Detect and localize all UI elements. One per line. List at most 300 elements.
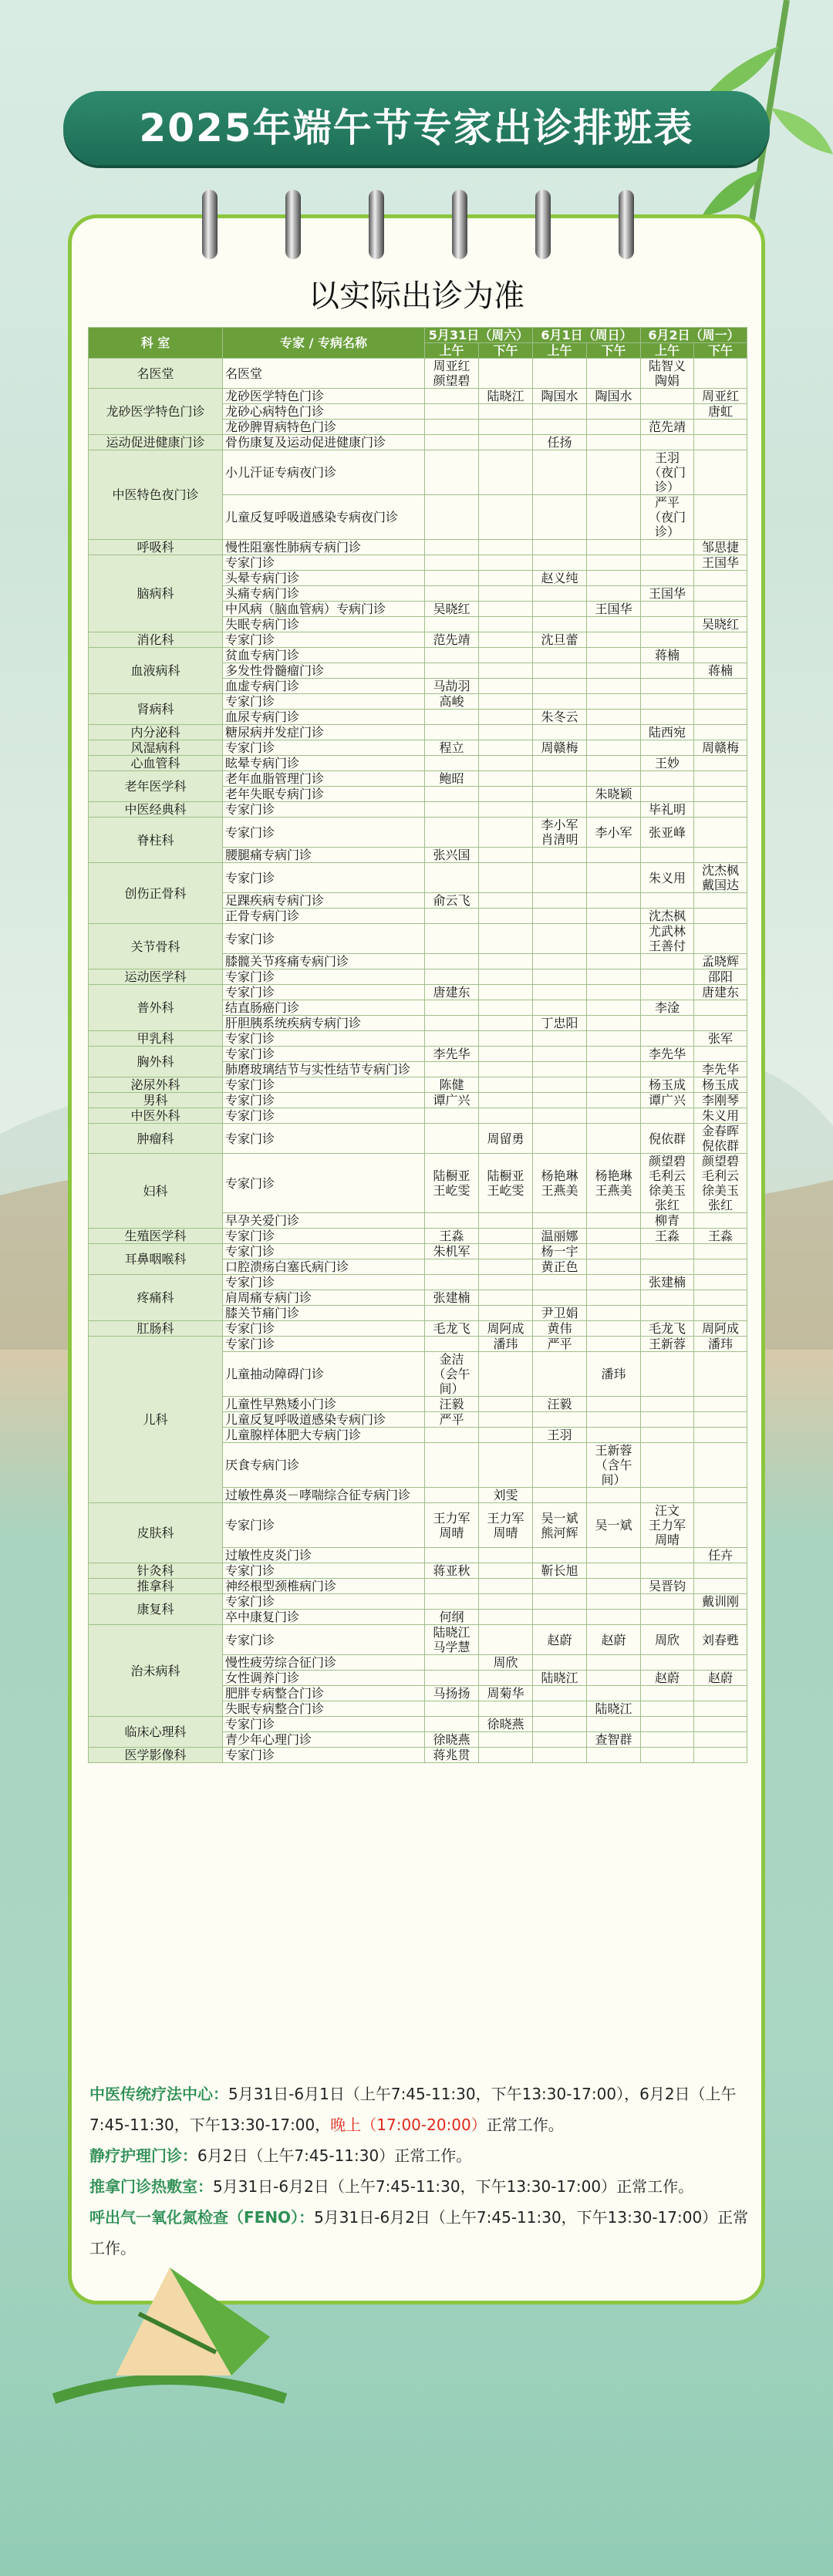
slot-cell: [533, 802, 587, 818]
slot-cell: 毛龙飞: [425, 1321, 479, 1337]
dept-cell: 运动医学科: [89, 969, 223, 985]
slot-cell: [479, 954, 533, 969]
dept-cell: 内分泌科: [89, 725, 223, 740]
slot-cell: 李小军 肖清明: [533, 818, 587, 848]
note-line: [89, 2171, 754, 2202]
slot-cell: [641, 1428, 694, 1443]
slot-cell: [425, 1428, 479, 1443]
slot-cell: [641, 787, 694, 802]
dept-cell: 普外科: [89, 985, 223, 1031]
slot-cell: [479, 555, 533, 571]
dept-cell: 医学影像科: [89, 1748, 223, 1763]
slot-cell: 李小军: [587, 818, 641, 848]
slot-cell: [425, 1701, 479, 1717]
dept-cell: 治未病科: [89, 1625, 223, 1717]
header-slot: 下午: [479, 343, 533, 359]
slot-cell: [587, 1548, 641, 1563]
slot-cell: [587, 694, 641, 710]
expert-cell: 膝髋关节疼痛专病门诊: [223, 954, 425, 969]
slot-cell: [533, 1031, 587, 1047]
slot-cell: 查智群: [587, 1732, 641, 1748]
slot-cell: [587, 404, 641, 420]
slot-cell: 王淼: [425, 1229, 479, 1244]
slot-cell: 赵蔚: [694, 1671, 747, 1686]
slot-cell: [587, 571, 641, 586]
slot-cell: [587, 1016, 641, 1031]
dept-cell: 心血管科: [89, 756, 223, 771]
slot-cell: [425, 1108, 479, 1124]
slot-cell: [641, 1290, 694, 1306]
slot-cell: [694, 1428, 747, 1443]
expert-cell: 骨伤康复及运动促进健康门诊: [223, 435, 425, 450]
slot-cell: [587, 1047, 641, 1062]
expert-cell: 女性调养门诊: [223, 1671, 425, 1686]
expert-cell: 专家门诊: [223, 1275, 425, 1290]
slot-cell: 汪文 王力军 周晴: [641, 1503, 694, 1548]
table-row: [89, 1717, 747, 1732]
slot-cell: [425, 495, 479, 540]
slot-cell: [587, 1000, 641, 1016]
slot-cell: 陆智义 陶娟: [641, 359, 694, 389]
table-row: [89, 725, 747, 740]
slot-cell: [641, 663, 694, 679]
slot-cell: 陆晓江: [533, 1671, 587, 1686]
slot-cell: [479, 1290, 533, 1306]
slot-cell: [641, 1701, 694, 1717]
slot-cell: [694, 435, 747, 450]
binder-ring: [535, 190, 551, 259]
slot-cell: [694, 571, 747, 586]
slot-cell: [641, 954, 694, 969]
dept-cell: 肾病科: [89, 694, 223, 725]
slot-cell: [479, 1594, 533, 1610]
header-dept: 科 室: [89, 328, 223, 359]
table-row: [89, 818, 747, 848]
slot-cell: [694, 909, 747, 924]
slot-cell: [425, 420, 479, 435]
expert-cell: 多发性骨髓瘤门诊: [223, 663, 425, 679]
slot-cell: 周留勇: [479, 1124, 533, 1154]
slot-cell: [587, 1397, 641, 1412]
slot-cell: 温丽娜: [533, 1229, 587, 1244]
expert-cell: 龙砂脾胃病特色门诊: [223, 420, 425, 435]
slot-cell: [587, 1306, 641, 1321]
slot-cell: [479, 404, 533, 420]
slot-cell: 陆橱亚 王屹雯: [425, 1154, 479, 1213]
slot-cell: [533, 1732, 587, 1748]
slot-cell: 朱机军: [425, 1244, 479, 1259]
slot-cell: [479, 1701, 533, 1717]
slot-cell: [641, 389, 694, 404]
slot-cell: [479, 1579, 533, 1594]
slot-cell: 王新蓉: [641, 1337, 694, 1352]
slot-cell: [533, 1124, 587, 1154]
expert-cell: 专家门诊: [223, 985, 425, 1000]
note-key: 静疗护理门诊：: [89, 2146, 197, 2165]
slot-cell: [587, 648, 641, 663]
expert-cell: 眩晕专病门诊: [223, 756, 425, 771]
slot-cell: 孟晓辉: [694, 954, 747, 969]
slot-cell: [533, 787, 587, 802]
slot-cell: [479, 1016, 533, 1031]
slot-cell: 赵蔚: [533, 1625, 587, 1655]
expert-cell: 过敏性皮炎门诊: [223, 1548, 425, 1563]
slot-cell: [533, 1352, 587, 1397]
slot-cell: [425, 555, 479, 571]
slot-cell: [587, 985, 641, 1000]
slot-cell: [533, 909, 587, 924]
slot-cell: [479, 571, 533, 586]
table-row: [89, 648, 747, 663]
slot-cell: [425, 389, 479, 404]
slot-cell: 程立: [425, 740, 479, 756]
slot-cell: [694, 359, 747, 389]
dept-cell: 胸外科: [89, 1047, 223, 1077]
slot-cell: [641, 771, 694, 787]
expert-cell: 专家门诊: [223, 1229, 425, 1244]
slot-cell: 张建楠: [641, 1275, 694, 1290]
slot-cell: [479, 1062, 533, 1077]
slot-cell: [587, 771, 641, 787]
slot-cell: [425, 404, 479, 420]
slot-cell: [641, 540, 694, 555]
slot-cell: [694, 602, 747, 617]
slot-cell: [587, 540, 641, 555]
binder-ring: [452, 190, 467, 259]
slot-cell: 俞云飞: [425, 893, 479, 909]
slot-cell: 赵蔚: [587, 1625, 641, 1655]
slot-cell: [533, 771, 587, 787]
slot-cell: [694, 648, 747, 663]
header-day: 6月1日（周日）: [533, 328, 641, 343]
slot-cell: 任扬: [533, 435, 587, 450]
table-row: [89, 1124, 747, 1154]
slot-cell: [425, 1124, 479, 1154]
slot-cell: 李先华: [641, 1047, 694, 1062]
dept-cell: 耳鼻咽喉科: [89, 1244, 223, 1275]
slot-cell: 杨艳琳 王燕美: [533, 1154, 587, 1213]
table-row: [89, 694, 747, 710]
slot-cell: 刘雯: [479, 1488, 533, 1503]
slot-cell: 陆晓江 马学慧: [425, 1625, 479, 1655]
slot-cell: 周阿成: [694, 1321, 747, 1337]
slot-cell: [479, 710, 533, 725]
slot-cell: [641, 1031, 694, 1047]
slot-cell: [533, 1655, 587, 1671]
slot-cell: [641, 404, 694, 420]
slot-cell: 金洁（会午间）: [425, 1352, 479, 1397]
table-row: [89, 435, 747, 450]
slot-cell: [587, 1686, 641, 1701]
slot-cell: [694, 694, 747, 710]
slot-cell: [694, 893, 747, 909]
slot-cell: [587, 710, 641, 725]
slot-cell: [641, 1548, 694, 1563]
expert-cell: 儿童反复呼吸道感染专病门诊: [223, 1412, 425, 1428]
slot-cell: [694, 679, 747, 694]
slot-cell: 沈杰枫: [641, 909, 694, 924]
slot-cell: 张兴国: [425, 848, 479, 863]
slot-cell: [587, 756, 641, 771]
slot-cell: [694, 1701, 747, 1717]
slot-cell: 陈健: [425, 1077, 479, 1093]
expert-cell: 口腔溃疡白塞氏病门诊: [223, 1259, 425, 1275]
dept-cell: 临床心理科: [89, 1717, 223, 1748]
expert-cell: 专家门诊: [223, 1563, 425, 1579]
slot-cell: 周赣梅: [694, 740, 747, 756]
dept-cell: 老年医学科: [89, 771, 223, 802]
slot-cell: [533, 756, 587, 771]
slot-cell: [533, 1686, 587, 1701]
slot-cell: [479, 1259, 533, 1275]
slot-cell: 范先靖: [425, 632, 479, 648]
slot-cell: [425, 725, 479, 740]
slot-cell: [587, 954, 641, 969]
table-row: [89, 1748, 747, 1763]
slot-cell: 王淼: [694, 1229, 747, 1244]
dept-cell: 生殖医学科: [89, 1229, 223, 1244]
slot-cell: [641, 1610, 694, 1625]
slot-cell: [533, 1062, 587, 1077]
slot-cell: [425, 540, 479, 555]
slot-cell: [479, 818, 533, 848]
slot-cell: 刘春甦: [694, 1625, 747, 1655]
slot-cell: [479, 1000, 533, 1016]
slot-cell: [533, 617, 587, 632]
expert-cell: 专家门诊: [223, 1321, 425, 1337]
slot-cell: [533, 969, 587, 985]
expert-cell: 血虚专病门诊: [223, 679, 425, 694]
slot-cell: 唐建东: [694, 985, 747, 1000]
header-slot: 下午: [694, 343, 747, 359]
table-row: [89, 389, 747, 404]
slot-cell: [425, 1062, 479, 1077]
slot-cell: [533, 420, 587, 435]
expert-cell: 正骨专病门诊: [223, 909, 425, 924]
slot-cell: [587, 1108, 641, 1124]
slot-cell: [641, 893, 694, 909]
slot-cell: [425, 617, 479, 632]
slot-cell: [425, 756, 479, 771]
slot-cell: [587, 1748, 641, 1763]
expert-cell: 专家门诊: [223, 1031, 425, 1047]
slot-cell: [533, 450, 587, 495]
slot-cell: [479, 1671, 533, 1686]
binder-ring: [202, 190, 218, 259]
slot-cell: [694, 924, 747, 954]
note-key: 中医传统疗法中心：: [89, 2085, 228, 2103]
slot-cell: [425, 1579, 479, 1594]
slot-cell: 陆晓江: [479, 389, 533, 404]
slot-cell: [479, 420, 533, 435]
note-key: 呼出气一氧化氮检查（FENO）：: [89, 2208, 315, 2227]
slot-cell: 陆西宛: [641, 725, 694, 740]
binder-ring: [619, 190, 634, 259]
slot-cell: [479, 617, 533, 632]
slot-cell: 陶国水: [533, 389, 587, 404]
slot-cell: [694, 1016, 747, 1031]
slot-cell: 周赣梅: [533, 740, 587, 756]
expert-cell: 失眠专病整合门诊: [223, 1701, 425, 1717]
slot-cell: 陆晓江: [587, 1701, 641, 1717]
slot-cell: 王国华: [587, 602, 641, 617]
slot-cell: [479, 1397, 533, 1412]
note-line: [89, 2079, 754, 2140]
expert-cell: 专家门诊: [223, 969, 425, 985]
slot-cell: [425, 663, 479, 679]
slot-cell: 柳青: [641, 1213, 694, 1229]
expert-cell: 儿童性早熟矮小门诊: [223, 1397, 425, 1412]
slot-cell: [587, 420, 641, 435]
slot-cell: 沈旦蕾: [533, 632, 587, 648]
slot-cell: 邹思捷: [694, 540, 747, 555]
expert-cell: 专家门诊: [223, 1748, 425, 1763]
slot-cell: [425, 1443, 479, 1488]
expert-cell: 过敏性鼻炎－哮喘综合征专病门诊: [223, 1488, 425, 1503]
slot-cell: [425, 1306, 479, 1321]
slot-cell: 蒋楠: [694, 663, 747, 679]
header-day: 6月2日（周一）: [641, 328, 747, 343]
expert-cell: 膝关节痛门诊: [223, 1306, 425, 1321]
slot-cell: [694, 1503, 747, 1548]
slot-cell: 马扬扬: [425, 1686, 479, 1701]
slot-cell: [425, 954, 479, 969]
slot-cell: [479, 1443, 533, 1488]
table-row: [89, 863, 747, 893]
slot-cell: [425, 1488, 479, 1503]
slot-cell: [533, 1488, 587, 1503]
slot-cell: [479, 863, 533, 893]
dept-cell: 运动促进健康门诊: [89, 435, 223, 450]
slot-cell: [479, 1548, 533, 1563]
expert-cell: 肩周痛专病门诊: [223, 1290, 425, 1306]
table-row: [89, 1047, 747, 1062]
slot-cell: 朱冬云: [533, 710, 587, 725]
slot-cell: 朱晓颖: [587, 787, 641, 802]
slot-cell: [479, 1428, 533, 1443]
slot-cell: [587, 1077, 641, 1093]
slot-cell: [694, 1443, 747, 1488]
slot-cell: 张亚峰: [641, 818, 694, 848]
slot-cell: [479, 848, 533, 863]
slot-cell: [479, 1748, 533, 1763]
slot-cell: [587, 1290, 641, 1306]
slot-cell: [641, 679, 694, 694]
slot-cell: [479, 679, 533, 694]
slot-cell: [694, 1306, 747, 1321]
table-row: [89, 1108, 747, 1124]
table-row: [89, 555, 747, 571]
slot-cell: 倪依群: [641, 1124, 694, 1154]
table-row: [89, 1337, 747, 1352]
slot-cell: [641, 1062, 694, 1077]
slot-cell: [587, 1229, 641, 1244]
expert-cell: 头痛专病门诊: [223, 586, 425, 602]
slot-cell: [425, 586, 479, 602]
slot-cell: 马劼羽: [425, 679, 479, 694]
slot-cell: [533, 1412, 587, 1428]
slot-cell: 颜望碧 毛利云 徐美玉 张红: [694, 1154, 747, 1213]
slot-cell: 范先靖: [641, 420, 694, 435]
expert-cell: 腰腿痛专病门诊: [223, 848, 425, 863]
slot-cell: [425, 818, 479, 848]
slot-cell: [641, 694, 694, 710]
note-red: 晚上（17:00-20:00）: [330, 2116, 487, 2134]
slot-cell: [479, 632, 533, 648]
slot-cell: 李先华: [694, 1062, 747, 1077]
dept-cell: 脊柱科: [89, 818, 223, 863]
note-text: 5月31日-6月2日（上午7:45-11:30，下午13:30-17:00）正常工作。: [89, 2208, 749, 2257]
slot-cell: [641, 1306, 694, 1321]
slot-cell: [479, 1352, 533, 1397]
slot-cell: 王羽: [533, 1428, 587, 1443]
slot-cell: 吴晓红: [425, 602, 479, 617]
dept-cell: 关节骨科: [89, 924, 223, 969]
slot-cell: 陶国水: [587, 389, 641, 404]
slot-cell: [587, 359, 641, 389]
slot-cell: [479, 1031, 533, 1047]
dept-cell: 肿瘤科: [89, 1124, 223, 1154]
slot-cell: [479, 450, 533, 495]
expert-cell: 青少年心理门诊: [223, 1732, 425, 1748]
slot-cell: 王淼: [641, 1229, 694, 1244]
slot-cell: 黄正色: [533, 1259, 587, 1275]
slot-cell: [425, 450, 479, 495]
slot-cell: [533, 1701, 587, 1717]
slot-cell: 王力军 周晴: [425, 1503, 479, 1548]
slot-cell: 周欣: [641, 1625, 694, 1655]
slot-cell: [533, 725, 587, 740]
slot-cell: [533, 863, 587, 893]
expert-cell: 足踝疾病专病门诊: [223, 893, 425, 909]
slot-cell: 潘玮: [587, 1352, 641, 1397]
dept-cell: 消化科: [89, 632, 223, 648]
slot-cell: [694, 1610, 747, 1625]
slot-cell: [641, 1732, 694, 1748]
expert-cell: 专家门诊: [223, 1093, 425, 1108]
slot-cell: [533, 1108, 587, 1124]
slot-cell: [641, 1748, 694, 1763]
slot-cell: [479, 1244, 533, 1259]
note-key: 推拿门诊热敷室：: [89, 2177, 213, 2196]
slot-cell: 周阿成: [479, 1321, 533, 1337]
slot-cell: [533, 1000, 587, 1016]
expert-cell: 小儿汗证专病夜门诊: [223, 450, 425, 495]
slot-cell: [479, 1213, 533, 1229]
expert-cell: 结直肠癌门诊: [223, 1000, 425, 1016]
slot-cell: [587, 1337, 641, 1352]
zongzi-illustration: [46, 2221, 293, 2422]
slot-cell: [587, 1244, 641, 1259]
slot-cell: 杨玉成: [694, 1077, 747, 1093]
dept-cell: 妇科: [89, 1154, 223, 1229]
dept-cell: 疼痛科: [89, 1275, 223, 1321]
slot-cell: [641, 1563, 694, 1579]
slot-cell: [425, 969, 479, 985]
slot-cell: [694, 1213, 747, 1229]
slot-cell: [425, 1259, 479, 1275]
slot-cell: 蒋楠: [641, 648, 694, 663]
expert-cell: 厌食专病门诊: [223, 1443, 425, 1488]
slot-cell: [694, 1397, 747, 1412]
header-expert: 专家 / 专病名称: [223, 328, 425, 359]
slot-cell: [587, 495, 641, 540]
slot-cell: 尤武林 王善付: [641, 924, 694, 954]
slot-cell: [479, 1229, 533, 1244]
expert-cell: 肺磨玻璃结节与实性结节专病门诊: [223, 1062, 425, 1077]
table-row: [89, 1563, 747, 1579]
slot-cell: [641, 1412, 694, 1428]
